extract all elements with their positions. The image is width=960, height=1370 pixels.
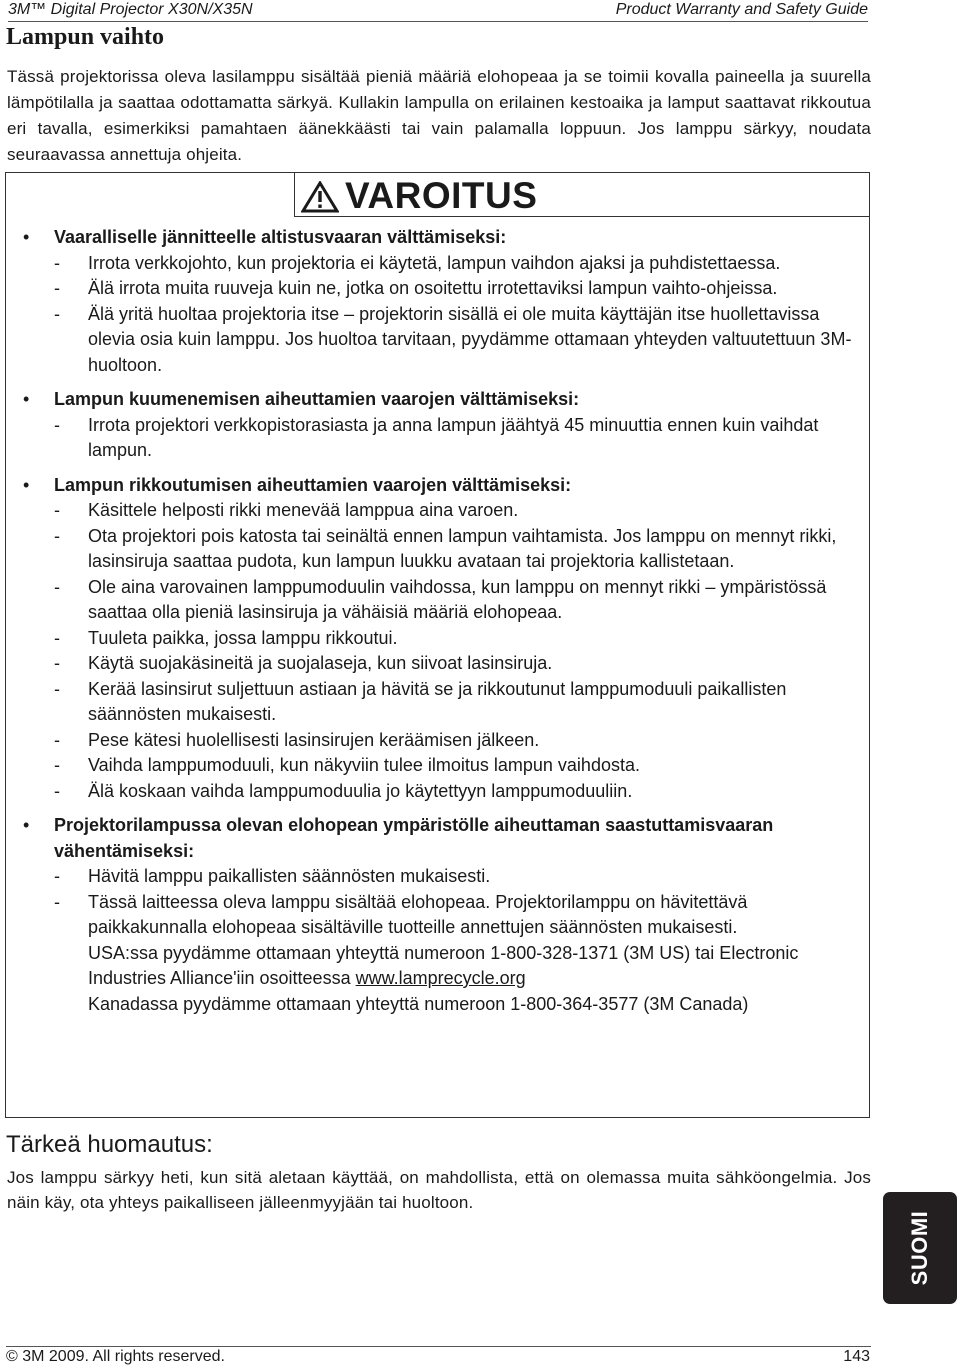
note-title: Tärkeä huomautus: xyxy=(6,1131,213,1158)
list-item: - Hävitä lamppu paikallisten säännösten mukaisesti. xyxy=(54,866,491,886)
list-item: - Älä irrota muita ruuveja kuin ne, jotka on osoitettu irrotettaviksi lampun vaihto-ohjeissa. xyxy=(54,278,778,298)
list-item: - Älä yritä huoltaa projektoria itse – projektorin sisällä ei ole muita käyttäjän itse huollettavissa olevia osia kuin lamppu. Jos huoltoa tarvitaan, pyydämme ottamaan yhteyden valtuutettuun 3M-huoltoon. xyxy=(54,303,852,375)
language-tab xyxy=(883,1192,957,1304)
list-item: - Tuuleta paikka, jossa lamppu rikkoutui. xyxy=(54,627,398,648)
warning-group-heading: Projektorilampussa olevan elohopean ympäristölle aiheuttaman saastuttamisvaaran vähentämiseksi: xyxy=(54,815,774,861)
list-item: - Älä koskaan vaihda lamppumoduulia jo käytettyyn lamppumoduuliin. xyxy=(54,780,633,801)
list-item: - Käsittele helposti rikki menevää lamppua aina varoen. xyxy=(54,500,519,520)
warning-header xyxy=(294,173,869,217)
section-title: Lampun vaihto xyxy=(6,24,165,50)
lamprecycle-link[interactable]: www.lamprecycle.org xyxy=(355,968,526,988)
list-item: - Ota projektori pois katosta tai seinältä ennen lampun vaihtamista. Jos lamppu on mennyt rikki, lasinsiruja saattaa pudota, kun lampun luukku avataan tai projektoria kallistetaan. xyxy=(54,525,837,571)
warning-group-heading: Lampun kuumenemisen aiheuttamien vaarojen välttämiseksi: xyxy=(54,389,580,409)
warning-group-heading: Vaaralliselle jännitteelle altistusvaaran välttämiseksi: xyxy=(54,227,507,247)
warning-triangle-icon xyxy=(301,181,339,213)
list-item: - Käytä suojakäsineitä ja suojalaseja, kun siivoat lasinsiruja. xyxy=(54,653,553,673)
contact-us-text: USA:ssa pyydämme ottamaan yhteyttä numeroon 1-800-328-1371 (3M US) tai Electronic Industries Alliance'iin osoitteessa xyxy=(88,942,799,988)
page-number: 143 xyxy=(843,1348,870,1365)
intro-paragraph: Tässä projektorissa oleva lasilamppu sisältää pieniä määriä elohopeaa ja se toimii kovalla paineella ja suurella lämpötilalla ja saattaa odottamatta särkyä. Kullakin lampulla on erilainen kestoaika ja lamput saattavat rikkoutua eri tavalla, esimerkiksi pamahtaen äänekkäästi tai vain palamalla loppuun. Jos lamppu särkyy, noudata seuraavassa annettuja ohjeita. xyxy=(7,67,871,164)
list-item: - Irrota projektori verkkopistorasiasta ja anna lampun jäähtyä 45 minuuttia ennen kuin vaihdat lampun. xyxy=(54,414,819,460)
warning-group-breakage: • Lampun rikkoutumisen aiheuttamien vaarojen välttämiseksi: - Käsittele helposti rikki menevää lamppua aina varoen. - Ota projektori pois katosta tai seinältä ennen lampun vaihtamista. Jos lamppu on mennyt rikki, lasinsiruja saattaa pudota, kun lampun luukku avataan tai projektoria kallistetaan. - Ole aina varovainen lamppumoduulin vaihdossa, kun lamppu on mennyt rikki – ympäristössä saattaa olla pieniä lasinsiruja ja vähäisiä määriä elohopeaa. - Tuuleta paikka, jossa lamppu rikkoutui. - Käytä suojakäsineitä ja suojalaseja, kun siivoat lasinsiruja. - Kerää lasinsirut suljettuun astiaan ja hävitä se ja rikkoutunut lamppumoduuli paikallisten säännösten mukaisesti. - Pese kätesi huolellisesti lasinsirujen keräämisen jälkeen. - Vaihda lamppumoduuli, kun näkyviin tulee ilmoitus lampun vaihdosta. - Älä koskaan vaihda lamppumoduulia jo käytettyyn lamppumoduuliin. xyxy=(16,473,855,805)
footer-copyright: © 3M 2009. All rights reserved. xyxy=(6,1348,225,1365)
contact-canada-text: Kanadassa pyydämme ottamaan yhteyttä numeroon 1-800-364-3577 (3M Canada) xyxy=(88,993,749,1014)
warning-title: VAROITUS xyxy=(345,175,538,216)
warning-group-heading: Lampun rikkoutumisen aiheuttamien vaarojen välttämiseksi: xyxy=(54,474,572,495)
list-item: - Pese kätesi huolellisesti lasinsirujen keräämisen jälkeen. xyxy=(54,729,540,750)
list-item: - Irrota verkkojohto, kun projektoria ei käytetä, lampun vaihdon ajaksi ja puhdistettaessa. xyxy=(54,252,781,273)
note-body: Jos lamppu särkyy heti, kun sitä aletaan käyttää, on mahdollista, että on olemassa muita sähköongelmia. Jos näin käy, ota yhteys paikalliseen jälleenmyyjään tai huoltoon. xyxy=(7,1168,871,1212)
header-product-name: 3M™ Digital Projector X30N/X35N xyxy=(8,1,253,18)
list-item: - Kerää lasinsirut suljettuun astiaan ja hävitä se ja rikkoutunut lamppumoduuli paikallisten säännösten mukaisesti. xyxy=(54,678,787,724)
warning-group-heat: • Lampun kuumenemisen aiheuttamien vaarojen välttämiseksi: - Irrota projektori verkkopistorasiasta ja anna lampun jäähtyä 45 minuuttia ennen kuin vaihdat lampun. xyxy=(16,387,855,464)
list-item: - Ole aina varovainen lamppumoduulin vaihdossa, kun lamppu on mennyt rikki – ympäristössä saattaa olla pieniä lasinsiruja ja vähäisiä määriä elohopeaa. xyxy=(54,576,827,622)
footer-rule xyxy=(6,1346,871,1347)
language-tab-label: SUOMI xyxy=(907,1210,932,1286)
warning-content xyxy=(16,225,855,1026)
list-item: - Vaihda lamppumoduuli, kun näkyviin tulee ilmoitus lampun vaihdosta. xyxy=(54,755,640,775)
header-guide-name: Product Warranty and Safety Guide xyxy=(615,1,868,18)
warning-box xyxy=(5,172,870,1118)
list-item: - Tässä laitteessa oleva lamppu sisältää elohopeaa. Projektorilamppu on hävitettävä paikkakunnalla elohopeaa sisältäville tuotteille annettujen säännösten mukaisesti. USA:ssa pyydämme ottamaan yhteyttä numeroon 1-800-328-1371 (3M US) tai Electronic Industries Alliance'iin osoitteessa www.lamprecycle.org Kanadassa pyydämme ottamaan yhteyttä numeroon 1-800-364-3577 (3M Canada) xyxy=(16,890,855,1018)
warning-group-mercury: • Projektorilampussa olevan elohopean ympäristölle aiheuttaman saastuttamisvaaran vähentämiseksi: - Hävitä lamppu paikallisten säännösten mukaisesti. - Tässä laitteessa oleva lamppu sisältää elohopeaa. Projektorilamppu on hävitettävä paikkakunnalla elohopeaa sisältäville tuotteille annettujen säännösten mukaisesti. USA:ssa pyydämme ottamaan yhteyttä numeroon 1-800-328-1371 (3M US) tai Electronic Industries Alliance'iin osoitteessa www.lamprecycle.org Kanadassa pyydämme ottamaan yhteyttä numeroon 1-800-364-3577 (3M Canada) xyxy=(16,813,855,1017)
warning-group-electric: • Vaaralliselle jännitteelle altistusvaaran välttämiseksi: - Irrota verkkojohto, kun projektoria ei käytetä, lampun vaihdon ajaksi ja puhdistettaessa. - Älä irrota muita ruuveja kuin ne, jotka on osoitettu irrotettaviksi lampun vaihto-ohjeissa. - Älä yritä huoltaa projektoria itse – projektorin sisällä ei ole muita käyttäjän itse huollettavissa olevia osia kuin lamppu. Jos huoltoa tarvitaan, pyydämme ottamaan yhteyden valtuutettuun 3M-huoltoon. xyxy=(16,225,855,378)
page-header xyxy=(8,1,868,22)
